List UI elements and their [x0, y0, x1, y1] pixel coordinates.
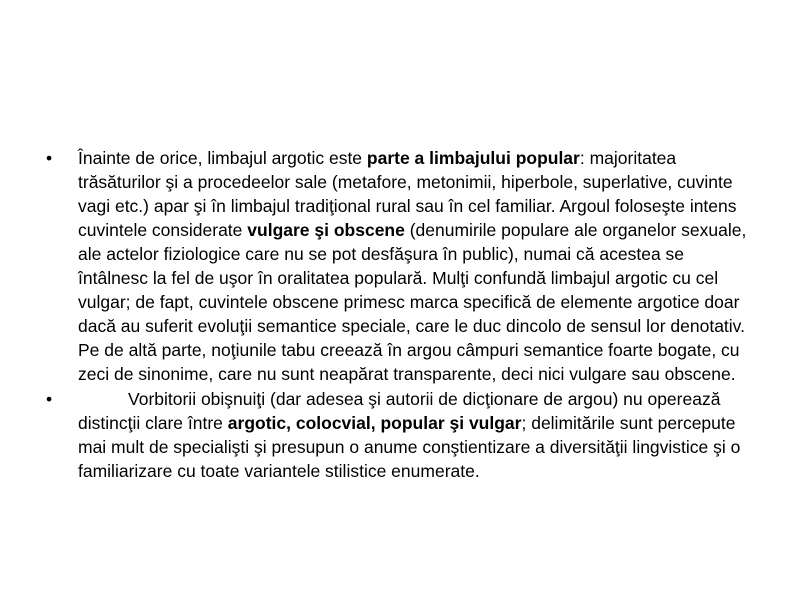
bullet-marker: •	[46, 148, 53, 168]
bullet-item-2	[44, 387, 756, 483]
bold-term-argotic-colocvial-popular-vulgar: argotic, colocvial, popular şi vulgar	[227, 413, 522, 433]
bullet-text-2	[78, 389, 740, 481]
bullet-text-1	[78, 148, 746, 384]
text-segment: Vorbitorii obişnuiţi (dar adesea şi autorii de dicţionare de argou) nu operează distincţii clare între	[78, 389, 721, 433]
bold-term-vulgare-si-obscene: vulgare şi obscene	[247, 220, 405, 240]
bullet-item-1	[44, 146, 756, 386]
text-segment: Înainte de orice, limbajul argotic este	[78, 148, 367, 168]
bullet-list	[44, 146, 756, 484]
bullet-marker: •	[46, 389, 53, 409]
text-segment: ; delimitările sunt percepute mai mult de specialişti şi presupun o anume conştientizare a diversităţii lingvistice şi o familiarizare cu toate variantele stilistice enumerate.	[78, 413, 741, 481]
text-segment: : majoritatea trăsăturilor şi a procedeelor sale (metafore, metonimii, hiperbole, superlative, cuvinte vagi etc.) apar şi în limbajul tradiţional rural sau în cel familiar. Argoul foloseşte intens cuvintele considerate	[78, 148, 737, 240]
bold-term-parte-a-limbajului-popular: parte a limbajului popular	[366, 148, 580, 168]
text-segment: (denumirile populare ale organelor sexuale, ale actelor fiziologice care nu se pot desfăşura în public), numai că acestea se întâlnesc la fel de uşor în oralitatea populară. Mulţi confundă limbajul argotic cu cel vulgar; de fapt, cuvintele obscene primesc marca specifică de elemente argotice doar dacă au suferit evoluţii semantice speciale, care le duc dincolo de sensul lor denotativ. Pe de altă parte, noţiunile tabu creează în argou câmpuri semantice foarte bogate, cu zeci de sinonime, care nu sunt neapărat transparente, deci nici vulgare sau obscene.	[78, 220, 747, 384]
